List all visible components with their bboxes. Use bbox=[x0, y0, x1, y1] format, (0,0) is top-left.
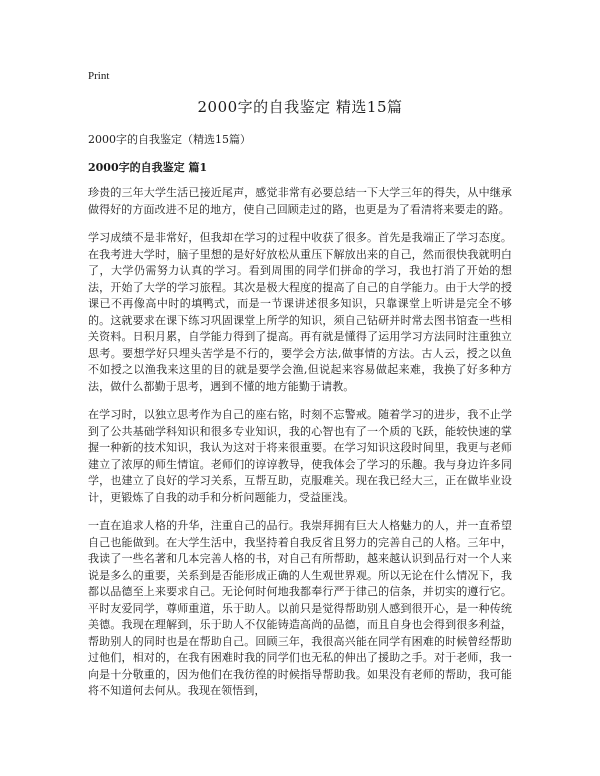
paragraph: 一直在追求人格的升华，注重自己的品行。我崇拜拥有巨大人格魅力的人，并一直希望自己也能做到。在大学生活中，我坚持着自我反省且努力的完善自己的人格。三年中，我读了一些名著和几本完善人格的书，对自己有所帮助，越来越认识到品行对一个人来说是多么的重要，关系到是否能形成正确的人生观世界观。所以无论在什么情况下，我都以品德至上来要求自己。无论何时何地我都奉行严于律己的信条，并切实的遵行它。平时友爱同学，尊师重道，乐于助人。以前只是觉得帮助别人感到很开心，是一种传统美德。我现在理解到，乐于助人不仅能铸造高尚的品德，而且自身也会得到很多利益，帮助别人的同时也是在帮助自己。回顾三年，我很高兴能在同学有困难的时候曾经帮助过他们，相对的，在我有困难时我的同学们也无私的伸出了援助之手。对于老师，我一向是十分敬重的，因为他们在我彷徨的时候指导帮助我。如果没有老师的帮助，我可能将不知道何去何从。我现在领悟到， bbox=[88, 519, 512, 697]
section-heading: 2000字的自我鉴定 篇1 bbox=[88, 161, 208, 174]
paragraph: 学习成绩不是非常好，但我却在学习的过程中收获了很多。首先是我端正了学习态度。在我考进大学时，脑子里想的是好好放松从重压下解放出来的自己，然而很快我就明白了，大学仍需努力认真的学习。看到周围的同学们拼命的学习，我也打消了开始的想法，开始了大学的学习旅程。其次是极大程度的提高了自己的自学能力。由于大学的授课已不再像高中时的填鸭式，而是一节课讲述很多知识，只靠课堂上听讲是完全不够的。这就要求在课下练习巩固课堂上所学的知识，须自己钻研并时常去图书馆查一些相关资料。日积月累，自学能力得到了提高。再有就是懂得了运用学习方法同时注重独立思考。要想学好只埋头苦学是不行的，要学会方法,做事情的方法。古人云，授之以鱼不如授之以渔我来这里的目的就是要学会渔,但说起来容易做起来难，我换了好多种方法，做什么都勤于思考，遇到不懂的地方能勤于请教。 bbox=[88, 231, 512, 393]
paragraph: 在学习时，以独立思考作为自己的座右铭，时刻不忘警戒。随着学习的进步，我不止学到了公共基础学科知识和很多专业知识，我的心智也有了一个质的飞跃，能较快速的掌握一种新的技术知识，我认为这对于将来很重要。在学习知识这段时间里，我更与老师建立了浓厚的师生情谊。老师们的谆谆教导，使我体会了学习的乐趣。我与身边许多同学，也建立了良好的学习关系，互帮互助，克服难关。现在我已经大三，正在做毕业设计，更锻炼了自我的动手和分析问题能力，受益匪浅。 bbox=[88, 408, 512, 504]
paragraph: 珍贵的三年大学生活已接近尾声，感觉非常有必要总结一下大学三年的得失，从中继承做得好的方面改进不足的地方，使自己回顾走过的路，也更是为了看清将来要走的路。 bbox=[88, 186, 512, 216]
print-label[interactable]: Print bbox=[88, 70, 110, 82]
page-title: 2000字的自我鉴定 精选15篇 bbox=[197, 98, 403, 116]
document-subtitle: 2000字的自我鉴定（精选15篇） bbox=[88, 133, 251, 146]
